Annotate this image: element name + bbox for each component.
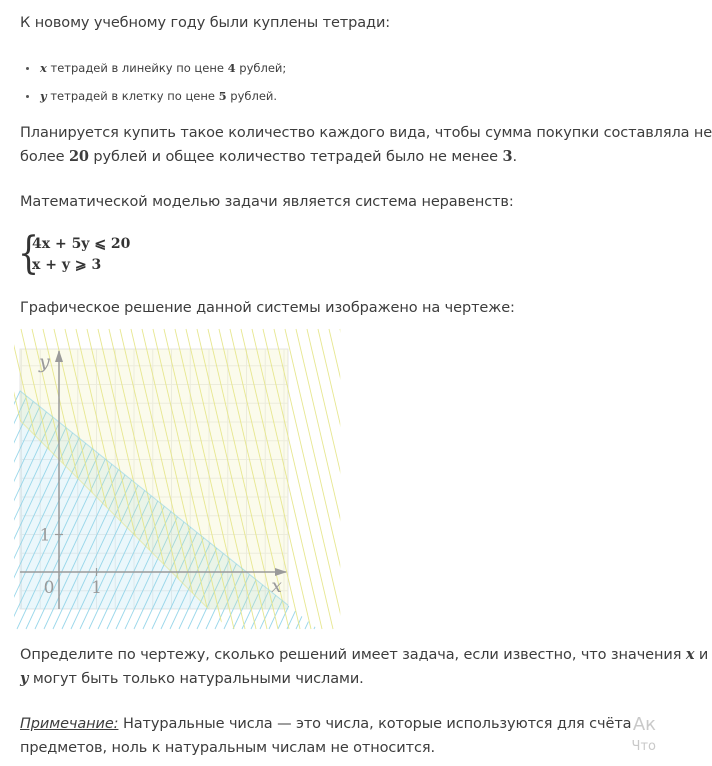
hatch-line [629,329,712,629]
hatch-line [584,329,712,629]
intro-text: К новому учебному году были куплены тетради: [20,15,391,31]
notebook-list [26,57,286,113]
list-item: x тетрадей в линейку по цене 4 рублей; [26,57,286,85]
graph-figure [20,349,288,609]
hatch-line [548,329,688,629]
hatch-line [656,329,712,629]
hatch-line [362,329,432,629]
price: 4 [227,61,236,75]
hatch-line [413,329,553,629]
note-line-2: предметов, ноль к натуральным числам не относится. [20,740,435,756]
inequality-2: x + y ⩾ 3 [32,257,102,273]
hatch-line [503,329,643,629]
hatch-line [530,329,670,629]
hatch-line [278,329,418,629]
hatch-line [350,329,490,629]
hatch-line [341,329,481,629]
hatch-line [314,329,454,629]
hatch-line [296,329,436,629]
hatch-line [287,329,427,629]
hatch-line [692,329,712,629]
plan-line-1: Планируется купить такое количество каждого вида, чтобы сумма покупки составляла не [20,125,712,141]
hatch-line [332,329,472,629]
hatch-line [557,329,697,629]
list-item: y тетрадей в клетку по цене 5 рублей. [26,85,286,113]
hatch-line [0,329,13,629]
inequality-1: 4x + 5y ⩽ 20 [32,236,131,252]
hatch-line [307,329,377,629]
hatch-line [351,329,421,629]
hatch-line [701,329,712,629]
hatch-line [0,329,3,629]
hatch-line [539,329,679,629]
model-text: Математической моделью задачи является система неравенств: [20,194,514,210]
hatch-line [458,329,598,629]
hatch-line [305,329,445,629]
plan-line-2: более 20 рублей и общее количество тетрадей было не менее 3. [20,148,518,165]
var-y: y [40,89,47,103]
hatch-line [494,329,634,629]
bullet-icon [26,95,29,98]
hatch-line [512,329,652,629]
hatch-line [368,329,508,629]
hatch-line [665,329,712,629]
hatch-line [485,329,625,629]
hatch-line [611,329,712,629]
hatch-line [674,329,712,629]
hatch-line [384,329,454,629]
var-x: x [40,61,47,75]
price: 5 [218,89,227,103]
hatch-line [404,329,544,629]
hatch-line [638,329,712,629]
hatch-line [566,329,706,629]
hatch-line [359,329,499,629]
question-line-2: y могут быть только натуральными числами. [20,670,364,687]
inequality-system [18,228,158,279]
hatch-line [449,329,589,629]
hatch-line [602,329,712,629]
question-line-1: Определите по чертежу, сколько решений имеет задача, если известно, что значения x и [20,646,709,663]
hatch-line [431,329,571,629]
hatch-line [683,329,712,629]
hatch-line [323,329,463,629]
hatch-line [340,329,410,629]
hatch-line [575,329,712,629]
hatch-line [521,329,661,629]
hatch-line [417,329,487,629]
y-axis-label: y [39,351,50,373]
hatch-line [620,329,712,629]
note-label: Примечание: [20,716,119,732]
hatch-line [395,329,465,629]
graph-caption: Графическое решение данной системы изображено на чертеже: [20,300,515,316]
hatch-line [406,329,476,629]
cut-off-text: Ак [632,714,656,735]
hatch-line [285,329,355,629]
hatch-line [395,329,535,629]
hatch-line [329,329,399,629]
cut-off-text: Что [631,739,656,754]
tick-label-y-1: 1 [39,525,51,546]
hatch-line [476,329,616,629]
hatch-line [373,329,443,629]
hatch-line [386,329,526,629]
bullet-icon [26,67,29,70]
hatch-line [422,329,562,629]
x-axis-label: x [271,575,282,597]
hatch-line [593,329,712,629]
brace-icon: { [18,228,39,279]
tick-label-x-1: 1 [91,578,102,598]
note-line-1: Примечание: Натуральные числа — это числа, которые используются для счёта [20,716,632,732]
hatch-line [0,329,22,629]
hatch-line [318,329,388,629]
hatch-line [467,329,607,629]
hatch-line [296,329,366,629]
hatch-line [0,329,4,629]
hatch-line [647,329,712,629]
hatch-line [0,329,14,629]
hatch-line [269,329,409,629]
hatch-line [440,329,580,629]
hatch-line [377,329,517,629]
tick-label-origin: 0 [43,578,55,598]
graph-svg [20,349,288,609]
